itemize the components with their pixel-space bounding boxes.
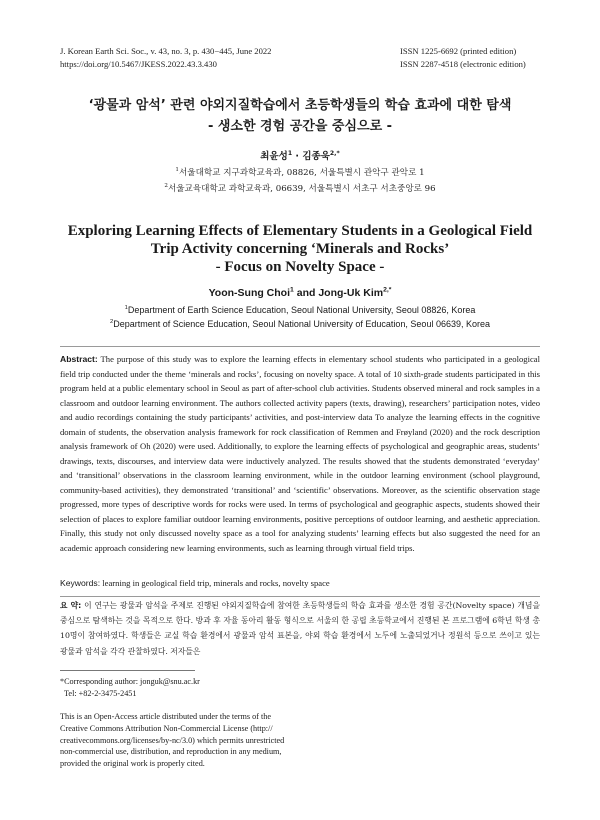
journal-header-right — [400, 45, 526, 71]
affiliation-text: 서울대학교 지구과학교육과, 08826, 서울특별시 관악구 관악로 1 — [178, 168, 425, 178]
doi-link[interactable]: https://doi.org/10.5467/JKESS.2022.43.3.430 — [60, 59, 217, 69]
korean-affiliation — [40, 182, 560, 194]
keywords-label: Keywords: — [60, 578, 101, 588]
issn-electronic: ISSN 2287-4518 (electronic edition) — [400, 59, 526, 69]
english-author-name: Jong-Uk Kim — [318, 287, 384, 299]
author-affiliation-mark: 2,* — [329, 149, 340, 157]
section-divider — [60, 596, 540, 597]
english-author-name: Yoon-Sung Choi — [208, 287, 291, 299]
affiliation-mark: 1 — [175, 167, 179, 174]
english-title-line: Trip Activity concerning ‘Minerals and Rocks’ — [150, 241, 450, 257]
english-subtitle: - Focus on Novelty Space - — [215, 259, 385, 275]
section-divider — [60, 346, 540, 347]
keywords-text: learning in geological field trip, minerals and rocks, novelty space — [100, 578, 330, 588]
korean-abstract-text: 이 연구는 광물과 암석을 주제로 진행된 야외지질학습에 참여한 초등학생들의 학습 효과를 생소한 경험 공간(Novelty space) 개념을 중심으로 탐색하는 것을 목적으로 한다. 방과 후 자율 동아리 활동 형식으로 서울의 한 공립 초등학교에서 진행된 본 프로그램에 6학년 학생 총 10명이 참여하였다. 학생들은 교실 학습 환경에서 광물과 암석 표본을, 야외 학습 환경에서 노두에 노출되었거나 정원석 등으로 쓰이고 있는 광물과 암석을 각각 관찰하였다. 저자들은 — [60, 601, 540, 656]
footnote-divider — [60, 670, 195, 671]
korean-authors — [40, 148, 560, 162]
keywords — [60, 576, 540, 590]
corresponding-author-footnote — [60, 676, 200, 699]
affiliation-text: 서울교육대학교 과학교육과, 06639, 서울특별시 서초구 서초중앙로 96 — [167, 184, 436, 194]
journal-header-left — [60, 45, 271, 71]
license-line: creativecommons.org/licenses/by-nc/3.0) which permits unrestricted — [60, 735, 285, 745]
affiliation-mark: 1 — [124, 305, 128, 311]
korean-affiliation — [40, 166, 560, 178]
author-separator: · — [292, 151, 303, 162]
abstract-text: The purpose of this study was to explore the learning effects in elementary school students who participated in a geological field trip conducted under the theme ‘minerals and rocks’, focusing on novelty space. A total of 10 sixth-grade students participated in this program held at a public elementary school in Seoul as part of after-school club activities. Students observed mineral and rock samples in a classroom and outdoor learning environment. The authors collected activity papers (texts, drawing), researchers’ participation notes, video and audio recordings containing the study participants’ activities, and post-interview data To analyze the learning effects in the cognitive domain of students, the observation analysis framework for rock classification of Remmen and Frøyland (2020) and the rock description analysis framework of Oh (2020) were used. Additionally, to explore the learning effects of psychological and geographic areas, students’ drawings, texts, discourses, and interview data were inductively analyzed. The results showed that the students demonstrated ‘everyday’ and ‘transitional’ observations in the classroom learning environment, while in the outdoor learning environment (school playground, community-based activities), they demonstrated ‘transitional’ and ‘scientific’ observations. Moreover, as the scientific observation stage progressed, more types of descriptive words for rocks were used. In terms of psychological and geographic aspects, students showed their selection of places to explore familiar outdoor learning environments, positive perceptions of outdoor learning, and aesthetic appreciation. Finally, this study not only discussed novelty space as a tool for analyzing students’ learning effects but also suggested the need for an academic approach considering new learning environments, such as learning through virtual field trips. — [60, 354, 540, 553]
license-line: non-commercial use, distribution, and reproduction in any medium, — [60, 747, 282, 757]
affiliation-text: Department of Science Education, Seoul National University of Education, Seoul 06639, Korea — [113, 319, 490, 329]
affiliation-text: Department of Earth Science Education, Seoul National University, Seoul 08826, Korea — [127, 305, 476, 315]
english-title — [40, 222, 560, 276]
journal-citation: J. Korean Earth Sci. Soc., v. 43, no. 3, p. 430−445, June 2022 — [60, 46, 272, 56]
english-affiliation — [40, 305, 560, 315]
english-authors — [40, 287, 560, 299]
issn-print: ISSN 1225-6692 (printed edition) — [400, 46, 517, 56]
license-line: Creative Commons Attribution Non-Commercial License (http:// — [60, 723, 273, 733]
english-title-line: Exploring Learning Effects of Elementary Students in a Geological Field — [67, 223, 533, 239]
korean-author-name: 최윤성 — [260, 151, 288, 162]
korean-author-name: 김종욱 — [302, 151, 330, 162]
author-affiliation-mark: 1 — [287, 149, 293, 157]
corresponding-author-email: *Corresponding author: jonguk@snu.ac.kr — [60, 677, 200, 686]
corresponding-author-phone: Tel: +82-2-3475-2451 — [64, 688, 137, 698]
korean-title: ‘광물과 암석’ 관련 야외지질학습에서 초등학생들의 학습 효과에 대한 탐색 — [88, 98, 512, 113]
abstract-label: Abstract: — [60, 354, 98, 364]
english-affiliation — [40, 319, 560, 329]
author-conjunction: and — [293, 287, 319, 299]
author-affiliation-mark: 1 — [290, 286, 294, 294]
author-affiliation-mark: 2,* — [383, 286, 392, 294]
license-line: provided the original work is properly cited. — [60, 759, 205, 769]
affiliation-mark: 2 — [110, 319, 114, 325]
korean-subtitle: - 생소한 경험 공간을 중심으로 - — [207, 119, 393, 134]
affiliation-mark: 2 — [164, 183, 168, 190]
license-line: This is an Open-Access article distributed under the terms of the — [60, 712, 271, 721]
abstract — [60, 352, 540, 555]
korean-abstract-label: 요 약: — [60, 601, 82, 610]
license-notice — [60, 711, 284, 770]
korean-abstract — [60, 598, 540, 659]
